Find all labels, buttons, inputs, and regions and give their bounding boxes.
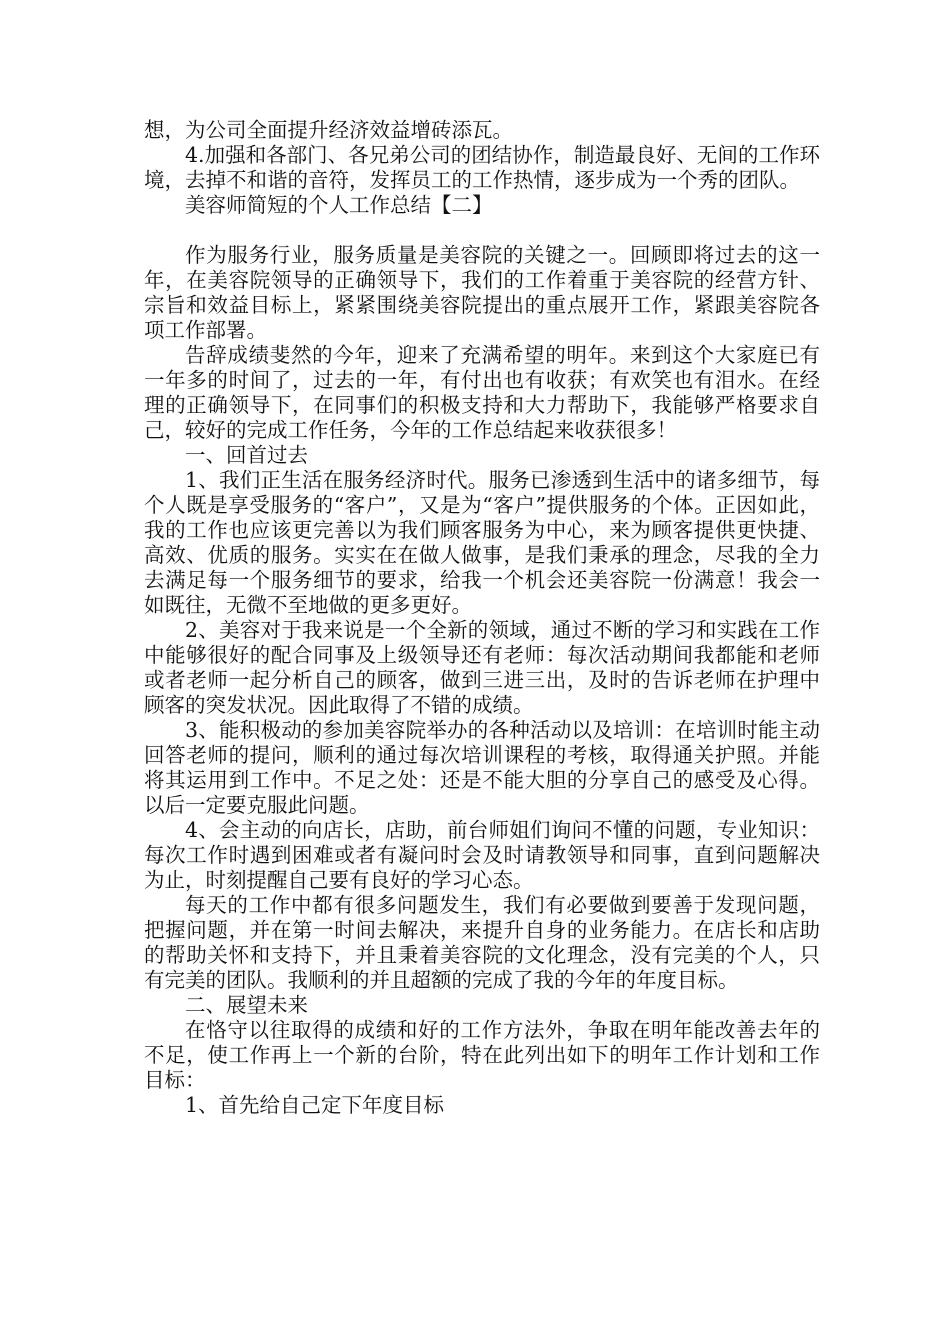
paragraph-plan: 在恪守以往取得的成绩和好的工作方法外，争取在明年能改善去年的不足，使工作再上一个新的台阶，特在此列出如下的明年工作计划和工作目标： xyxy=(144,1018,820,1092)
paragraph-item-4: 4.加强和各部门、各兄弟公司的团结协作，制造最良好、无间的工作环境，去掉不和谐的音符，发挥员工的工作热情，逐步成为一个秀的团队。 xyxy=(144,143,820,192)
section-title: 美容师简短的个人工作总结【二】 xyxy=(185,193,493,217)
blank-line xyxy=(144,218,820,243)
paragraph-farewell: 告辞成绩斐然的今年，迎来了充满希望的明年。来到这个大家庭已有一年多的时间了，过去的一年，有付出也有收获；有欢笑也有泪水。在经理的正确领导下，在同事们的积极支持和大力帮助下，我能够严格要求自己，较好的完成工作任务，今年的工作总结起来收获很多！ xyxy=(144,343,820,442)
paragraph-goal-1: 1、首先给自己定下年度目标 xyxy=(185,1093,445,1117)
document-page xyxy=(144,118,820,1118)
paragraph-point-1: 1、我们正生活在服务经济时代。服务已渗透到生活中的诸多细节，每个人既是享受服务的“客户”，又是为“客户”提供服务的个体。正因如此，我的工作也应该更完善以为我们顾客服务为中心，来为顾客提供更快捷、高效、优质的服务。实实在在做人做事，是我们秉承的理念，尽我的全力去满足每一个服务细节的要求，给我一个机会还美容院一份满意！我会一如既往，无微不至地做的更多更好。 xyxy=(144,468,820,617)
paragraph-point-4: 4、会主动的向店长，店助，前台师姐们询问不懂的问题，专业知识：每次工作时遇到困难或者有凝问时会及时请教领导和同事，直到问题解决为止，时刻提醒自己要有良好的学习心态。 xyxy=(144,818,820,892)
paragraph-point-2: 2、美容对于我来说是一个全新的领域，通过不断的学习和实践在工作中能够很好的配合同事及上级领导还有老师：每次活动期间我都能和老师或者老师一起分析自己的顾客，做到三进三出，及时的告诉老师在护理中顾客的突发状况。因此取得了不错的成绩。 xyxy=(144,618,820,717)
paragraph-point-3: 3、能积极动的参加美容院举办的各种活动以及培训：在培训时能主动回答老师的提问，顺利的通过每次培训课程的考核，取得通关护照。并能将其运用到工作中。不足之处：还是不能大胆的分享自己的感受及心得。以后一定要克服此问题。 xyxy=(144,718,820,817)
paragraph-continuation: 想，为公司全面提升经济效益增砖添瓦。 xyxy=(144,118,513,142)
paragraph-intro: 作为服务行业，服务质量是美容院的关键之一。回顾即将过去的这一年，在美容院领导的正确领导下，我们的工作着重于美容院的经营方针、宗旨和效益目标上，紧紧围绕美容院提出的重点展开工作，紧跟美容院各项工作部署。 xyxy=(144,243,820,342)
heading-look-ahead: 二、展望未来 xyxy=(185,993,308,1017)
paragraph-daily-work: 每天的工作中都有很多问题发生，我们有必要做到要善于发现问题，把握问题，并在第一时间去解决，来提升自身的业务能力。在店长和店助的帮助关怀和支持下，并且秉着美容院的文化理念，没有完美的个人，只有完美的团队。我顺利的并且超额的完成了我的今年的年度目标。 xyxy=(144,893,820,992)
heading-look-back: 一、回首过去 xyxy=(185,443,308,467)
